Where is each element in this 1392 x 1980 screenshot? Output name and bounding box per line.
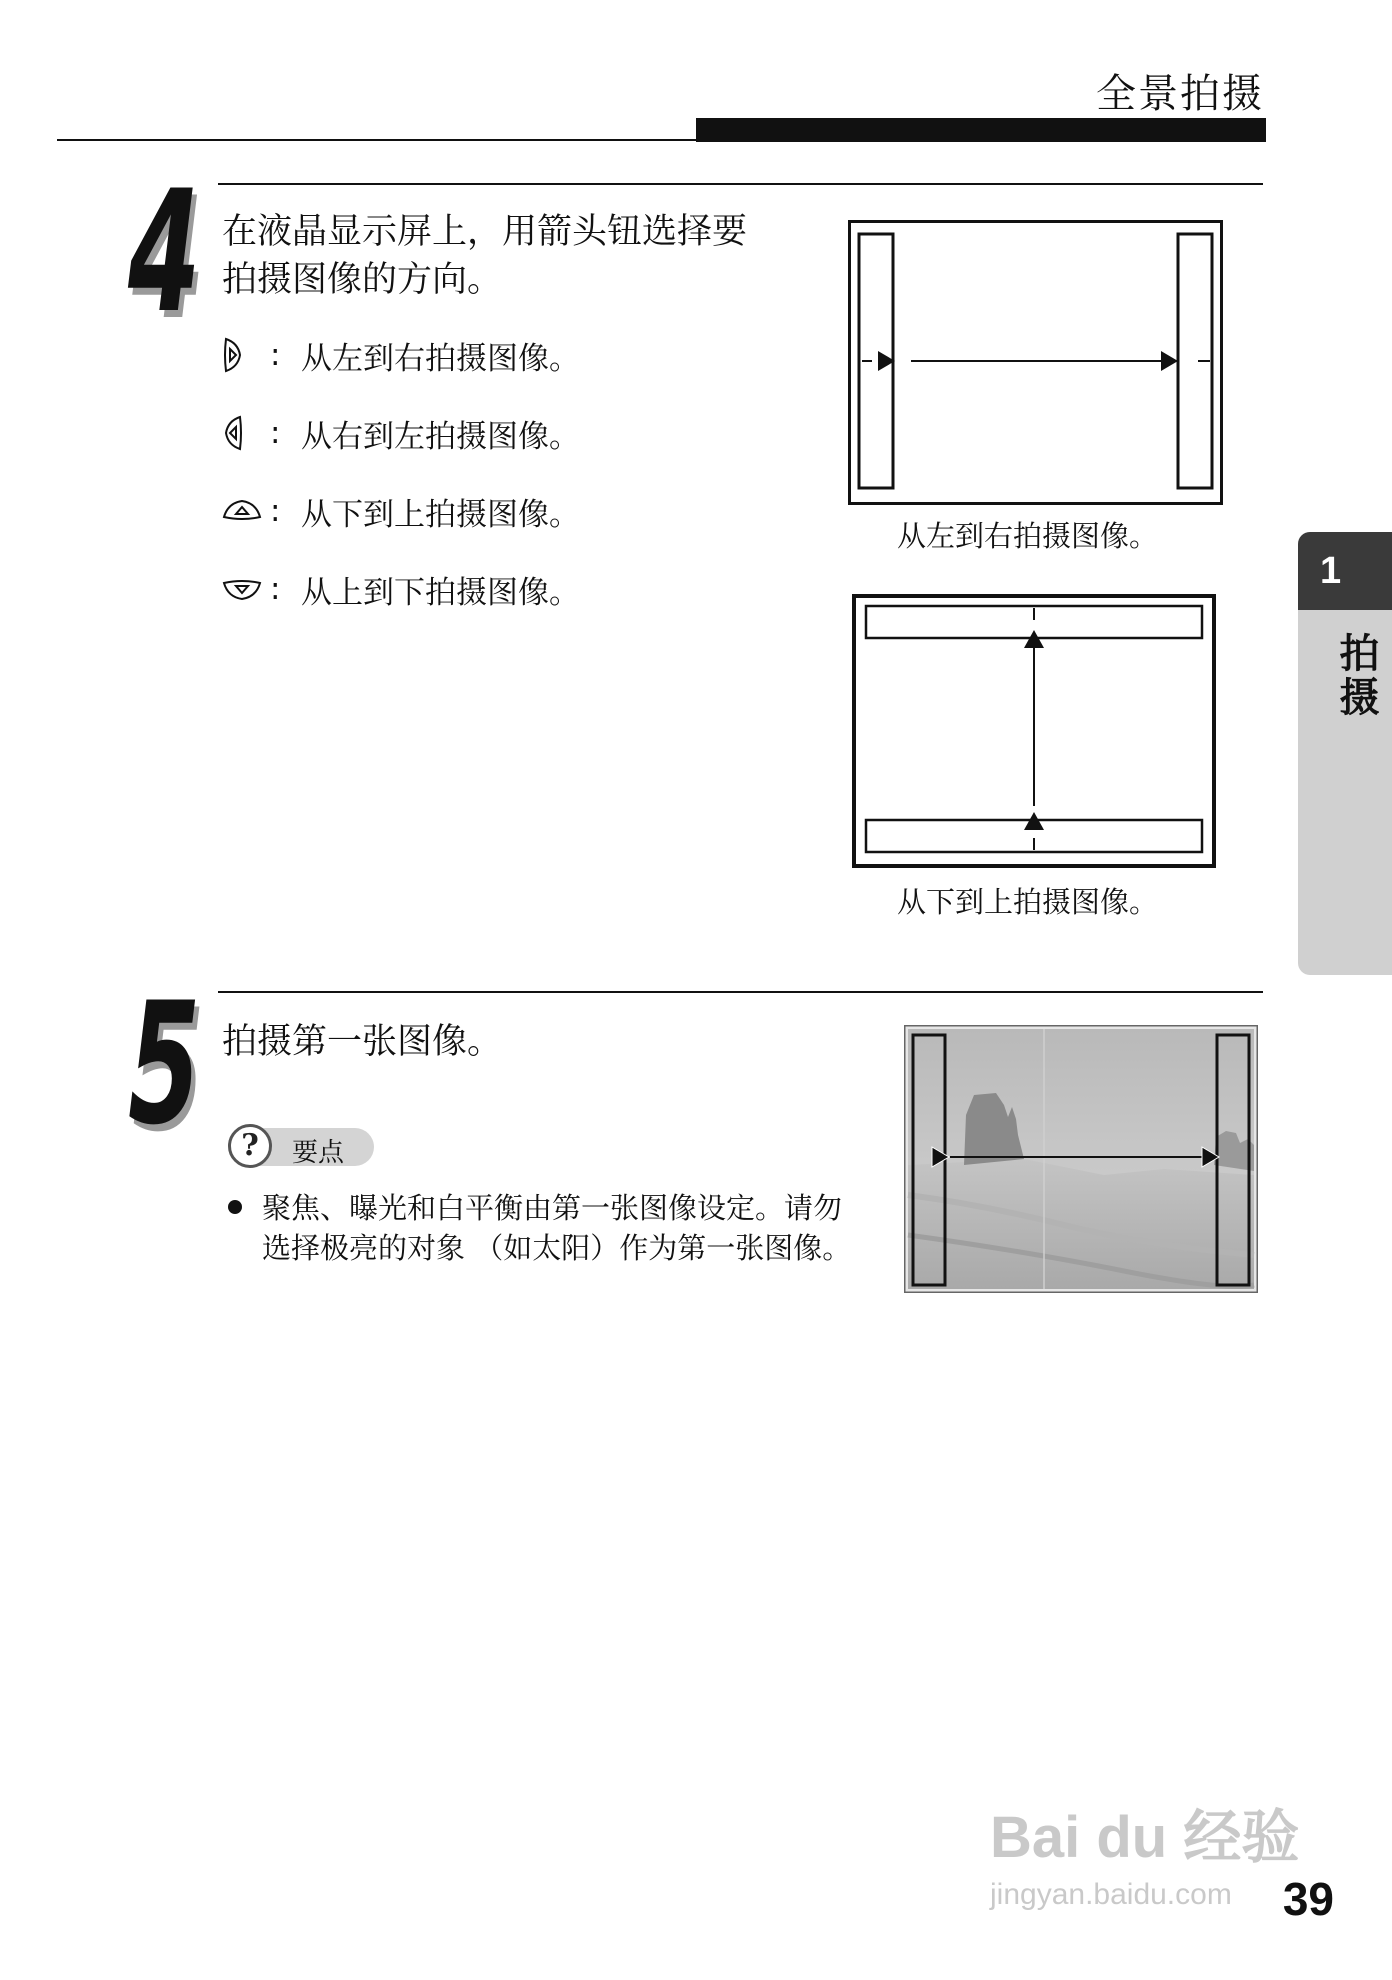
page-number: 39 [1282, 1873, 1334, 1925]
tip-text [262, 1188, 882, 1268]
figure-bottom-to-top [852, 594, 1216, 868]
direction-options-list [222, 335, 782, 609]
bullet-dot [228, 1200, 242, 1214]
figure2-caption: 从下到上拍摄图像。 [897, 885, 1159, 919]
left-arrow-button-icon [222, 413, 270, 453]
direction-option-down [222, 569, 782, 609]
tip-text-line2: 选择极亮的对象 （如太阳）作为第一张图像。 [262, 1231, 852, 1265]
chapter-label: 拍摄 [1333, 632, 1379, 720]
step4-rule [218, 183, 1263, 185]
option-label: 从左到右拍摄图像。 [301, 340, 580, 377]
watermark-url: jingyan.baidu.com [990, 1878, 1232, 1911]
option-colon: : [270, 493, 281, 529]
page-header-title: 全景拍摄 [1096, 71, 1264, 117]
step4-number: 4 [128, 154, 201, 350]
option-colon: : [270, 415, 281, 451]
question-icon: ? [228, 1124, 272, 1168]
down-arrow-button-icon [222, 569, 270, 609]
step4-instruction-line2: 拍摄图像的方向。 [222, 260, 503, 300]
chapter-side-tab[interactable] [1298, 532, 1392, 975]
step4-instruction [222, 208, 822, 304]
up-arrow-button-icon [222, 491, 270, 531]
direction-option-left [222, 413, 782, 453]
option-label: 从右到左拍摄图像。 [301, 418, 580, 455]
step5-number: 5 [128, 966, 201, 1162]
first-image-photo [904, 1025, 1258, 1293]
tip-label: 要点 [292, 1138, 345, 1168]
option-colon: : [270, 571, 281, 607]
tip-badge [228, 1128, 374, 1166]
header-rule [57, 139, 697, 141]
direction-option-right [222, 335, 782, 375]
chapter-number: 1 [1298, 532, 1392, 610]
tip-text-line1: 聚焦、曝光和白平衡由第一张图像设定。请勿 [262, 1191, 843, 1225]
header-bar [696, 118, 1266, 142]
watermark-logo: Bai du 经验 [990, 1805, 1300, 1870]
right-arrow-button-icon [222, 335, 270, 375]
option-colon: : [270, 337, 281, 373]
option-label: 从上到下拍摄图像。 [301, 574, 580, 611]
step4-instruction-line1: 在液晶显示屏上，用箭头钮选择要 [222, 212, 748, 252]
figure1-caption: 从左到右拍摄图像。 [897, 519, 1159, 553]
figure-left-to-right [848, 220, 1223, 505]
ground [908, 1159, 1254, 1289]
step5-rule [218, 991, 1263, 993]
direction-option-up [222, 491, 782, 531]
step5-instruction: 拍摄第一张图像。 [222, 1022, 503, 1062]
option-label: 从下到上拍摄图像。 [301, 496, 580, 533]
